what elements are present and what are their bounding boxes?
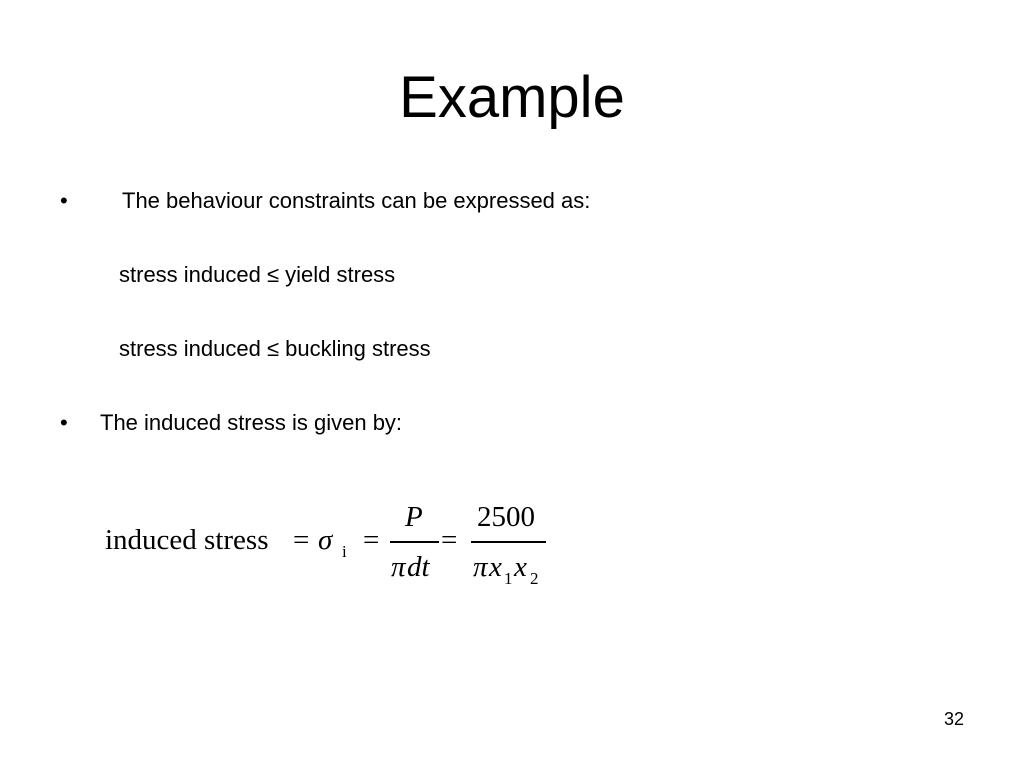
bullet-marker: •: [60, 410, 68, 435]
bullet-marker: •: [60, 188, 68, 213]
bullet-text: The behaviour constraints can be expressed as:: [122, 188, 591, 213]
page-number: 32: [943, 709, 964, 729]
pi-symbol: π: [391, 551, 406, 583]
fraction-bar: [471, 541, 546, 543]
variable-x1: x: [489, 551, 502, 583]
x1-subscript: 1: [504, 569, 513, 588]
x2-subscript: 2: [530, 569, 539, 588]
fraction-numerator: P: [405, 501, 423, 533]
equals-sign: =: [363, 524, 380, 556]
equation-lhs-label: induced stress: [105, 524, 269, 556]
fraction-bar: [390, 541, 439, 543]
bullet-text: The induced stress is given by:: [100, 410, 403, 435]
variable-x2: x: [514, 551, 527, 583]
slide-title: Example: [399, 65, 625, 130]
induced-stress-equation: [100, 495, 560, 595]
fraction-denominator: dt: [407, 551, 430, 583]
fraction-numerator: 2500: [477, 501, 535, 533]
equals-sign: =: [293, 524, 310, 556]
pi-symbol: π: [473, 551, 488, 583]
equals-sign: =: [441, 524, 458, 556]
sigma-subscript: i: [342, 542, 347, 561]
constraint-buckling-stress: stress induced ≤ buckling stress: [119, 336, 431, 361]
constraint-yield-stress: stress induced ≤ yield stress: [119, 262, 396, 287]
sigma-symbol: σ: [318, 524, 333, 556]
